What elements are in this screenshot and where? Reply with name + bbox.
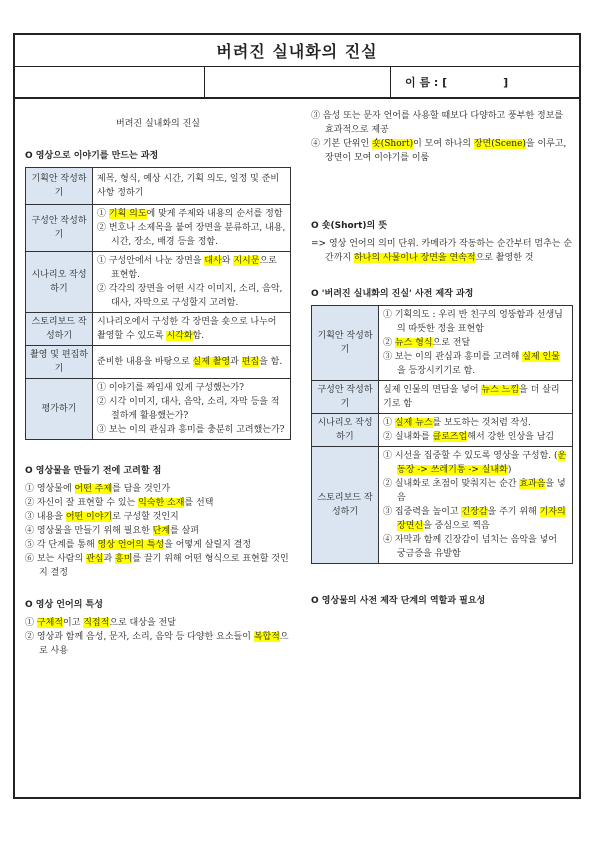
table-row — [26, 313, 291, 346]
table-row — [26, 379, 291, 440]
list-item: ④ 기본 단위인 숏(Short)이 모여 하나의 장면(Scene)을 이루고, 장면이 모여 이야기를 이룸 — [311, 139, 567, 163]
section-heading: O 영상으로 이야기를 만드는 과정 — [25, 151, 159, 161]
name-field[interactable] — [391, 67, 579, 97]
row-body: ① 기획 의도에 맞게 주제와 내용의 순서를 정함 ② 번호나 소제목을 붙여 장면을 분류하고, 내용, 시간, 장소, 배경 등을 정함. — [93, 205, 291, 252]
right-column — [311, 109, 573, 612]
row-body: 제목, 형식, 예상 시간, 기획 의도, 일정 및 준비 사항 정하기 — [93, 168, 291, 205]
row-body: ① 시선을 집중할 수 있도록 영상을 구성함. (운동장 -> 쓰레기통 -> 실내화) ② 실내화로 초점이 맞춰지는 순간 효과음을 넣음 ③ 집중력을 높이고 긴장감을 주기 위해 기자의 장면신을 중심으로 찍음 ④ 자막과 함께 긴장감이 넘치는 음악을 넣어 궁금증을 유발함 — [379, 447, 573, 564]
name-close: ] — [503, 75, 509, 89]
section-heading: O 영상 언어의 특성 — [25, 600, 103, 610]
section-heading: O 숏(Short)의 뜻 — [311, 221, 388, 231]
consider-list — [25, 482, 291, 580]
shot-definition: => 영상 언어의 의미 단위. 카메라가 작동하는 순간부터 멈추는 순간까지 하나의 사물이나 장면을 연속적으로 촬영한 것 — [311, 239, 573, 263]
row-head: 구성안 작성하기 — [26, 205, 93, 252]
language-list — [25, 616, 291, 658]
row-body: 실제 인물의 면담을 넣어 뉴스 느낌을 더 살리기로 함 — [379, 381, 573, 414]
section-heading: O 영상물의 사전 제작 단계의 역할과 필요성 — [311, 596, 486, 606]
row-head: 촬영 및 편집하기 — [26, 346, 93, 379]
table-row — [312, 447, 573, 564]
blank-cell — [205, 67, 391, 97]
preproduction-table — [311, 305, 573, 564]
row-head: 스토리보드 작성하기 — [26, 313, 93, 346]
row-body: 준비한 내용을 바탕으로 실제 촬영과 편집을 함. — [93, 346, 291, 379]
worksheet-title: 버려진 실내화의 진실 — [15, 35, 579, 67]
list-item: ② 자신이 잘 표현할 수 있는 익숙한 소재를 선택 — [25, 498, 214, 508]
row-body: ① 기획의도 : 우리 반 친구의 엉뚱함과 선생님의 따뜻한 정을 표현함 ② 뉴스 형식으로 전달 ③ 보는 이의 관심과 흥미를 고려해 실제 인물을 등장시키기로 함. — [379, 306, 573, 381]
row-body: 시나리오에서 구성한 각 장면을 숏으로 나누어 촬영할 수 있도록 시각화함. — [93, 313, 291, 346]
list-item: ⑥ 보는 사람의 관심과 흥미를 끌기 위해 어떤 형식으로 표현할 것인지 결정 — [25, 554, 289, 578]
section-heading: O 영상물을 만들기 전에 고려할 점 — [25, 466, 162, 476]
table-row — [26, 205, 291, 252]
row-head: 구성안 작성하기 — [312, 381, 379, 414]
list-item: ③ 내용을 어떤 이야기로 구성할 것인지 — [25, 512, 179, 522]
worksheet-frame — [13, 33, 581, 799]
row-head: 평가하기 — [26, 379, 93, 440]
blank-cell — [15, 67, 205, 97]
row-head: 기획안 작성하기 — [312, 306, 379, 381]
row-head: 기획안 작성하기 — [26, 168, 93, 205]
row-head: 시나리오 작성하기 — [26, 252, 93, 313]
list-item: ② 영상과 함께 음성, 문자, 소리, 음악 등 다양한 요소들이 복합적으로 사용 — [25, 632, 289, 656]
name-label: 이 름 : [ — [405, 76, 448, 89]
process-table — [25, 167, 291, 440]
list-item: ③ 음성 또는 문자 언어를 사용할 때보다 다양하고 풍부한 정보를 효과적으로 제공 — [311, 111, 564, 135]
row-head: 시나리오 작성하기 — [312, 414, 379, 447]
list-item: ① 영상물에 어떤 주제를 담을 것인가 — [25, 484, 171, 494]
table-row — [26, 168, 291, 205]
table-row — [312, 306, 573, 381]
table-row — [26, 346, 291, 379]
list-item: ⑤ 각 단계를 통해 영상 언어의 특성을 어떻게 살릴지 결정 — [25, 540, 252, 550]
table-row — [312, 381, 573, 414]
section-heading: O '버려진 실내화의 진실' 사전 제작 과정 — [311, 289, 474, 299]
list-item: ④ 영상물을 만들기 위해 필요한 단계를 살펴 — [25, 526, 199, 536]
row-body: ① 이야기를 짜임새 있게 구성했는가? ② 시각 이미지, 대사, 음악, 소리, 자막 등을 적절하게 활용했는가? ③ 보는 이의 관심과 흥미를 충분히 고려했는가? — [93, 379, 291, 440]
left-column — [25, 105, 291, 658]
table-row — [312, 414, 573, 447]
row-head: 스토리보드 작성하기 — [312, 447, 379, 564]
row-body: ① 실제 뉴스를 보도하는 것처럼 작성. ② 실내화를 클로즈업해서 강한 인상을 남김 — [379, 414, 573, 447]
table-row — [26, 252, 291, 313]
subtitle: 버려진 실내화의 진실 — [116, 119, 200, 129]
list-item: ① 구체적이고 직접적으로 대상을 전달 — [25, 618, 176, 628]
row-body: ① 구성안에서 나눈 장면을 대사와 지시문으로 표현함. ② 각각의 장면을 어떤 시각 이미지, 소리, 음악, 대사, 자막으로 구성할지 고려함. — [93, 252, 291, 313]
info-row — [15, 67, 579, 99]
